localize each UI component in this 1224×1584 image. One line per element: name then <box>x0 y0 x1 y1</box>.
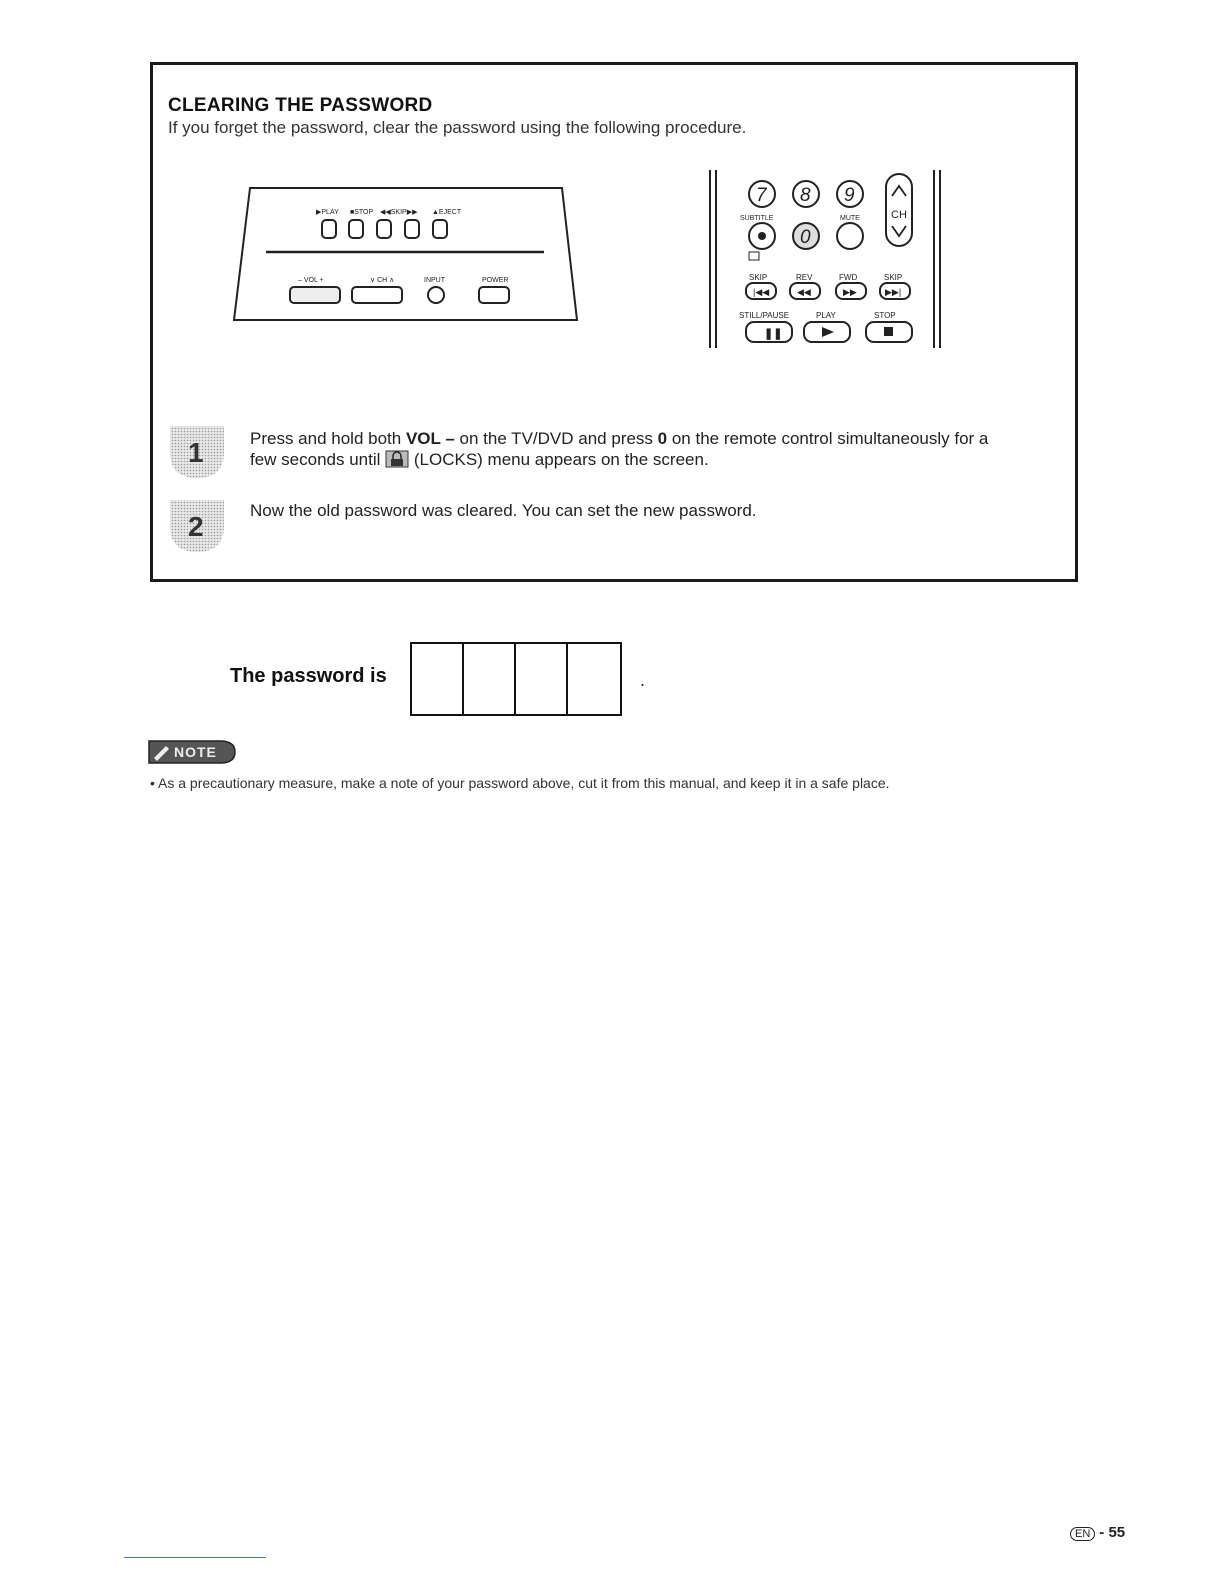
step-1-badge <box>168 424 226 480</box>
skip-back-icon: |◀◀ <box>753 287 770 297</box>
subtitle-dot-icon <box>758 232 766 240</box>
locks-icon <box>385 450 409 468</box>
panel-label-ch: ∨ CH ∧ <box>370 277 395 284</box>
password-period: . <box>640 670 646 690</box>
remote-ch-label: CH <box>891 209 907 221</box>
svg-text:7: 7 <box>756 185 767 206</box>
note-label: NOTE <box>174 744 217 760</box>
section-intro: If you forget the password, clear the password using the following procedure. <box>168 118 747 137</box>
skip-fwd-icon: ▶▶| <box>885 287 902 297</box>
password-cell <box>568 644 620 714</box>
panel-skip-fwd-button <box>405 220 419 238</box>
panel-ch-button <box>352 287 402 303</box>
remote-mute-button <box>837 223 863 249</box>
step-2-badge <box>168 498 226 554</box>
pause-icon: ❚❚ <box>764 328 783 340</box>
remote-label-still-pause: STILL/PAUSE <box>739 311 790 320</box>
subtitle-screen-icon <box>749 252 759 260</box>
remote-label-mute: MUTE <box>840 215 860 222</box>
panel-label-power: POWER <box>482 277 509 284</box>
note-text: • As a precautionary measure, make a note of your password above, cut it from this manual, and keep it in a safe place. <box>150 775 890 791</box>
fwd-icon: ▶▶ <box>843 287 857 297</box>
panel-label-vol: – VOL + <box>298 277 324 284</box>
remote-label-rev: REV <box>796 273 813 282</box>
footer-rule <box>124 1557 266 1558</box>
svg-text:8: 8 <box>800 185 811 206</box>
password-boxes <box>410 642 622 716</box>
panel-eject-button <box>433 220 447 238</box>
language-badge: EN <box>1070 1527 1095 1541</box>
panel-vol-button <box>290 287 340 303</box>
page-number: EN - 55 <box>1070 1524 1125 1541</box>
remote-label-play: PLAY <box>816 311 836 320</box>
panel-label-play: ▶PLAY <box>316 209 339 216</box>
step-1-text: Press and hold both VOL – on the TV/DVD and press 0 on the remote control simultaneously for a few seconds until (LOCKS) menu appears on the screen. <box>250 429 989 469</box>
section-title: CLEARING THE PASSWORD <box>168 95 433 116</box>
panel-label-skip: ◀◀SKIP▶▶ <box>380 209 418 216</box>
panel-input-button <box>428 287 444 303</box>
password-cell <box>464 644 516 714</box>
password-cell <box>516 644 568 714</box>
panel-label-stop: ■STOP <box>350 209 374 216</box>
remote-label-fwd: FWD <box>839 273 858 282</box>
panel-skip-back-button <box>377 220 391 238</box>
svg-text:9: 9 <box>844 185 855 206</box>
remote-label-skip-back: SKIP <box>749 273 768 282</box>
remote-label-stop: STOP <box>874 311 896 320</box>
note-badge <box>148 740 236 764</box>
svg-text:0: 0 <box>800 227 811 248</box>
panel-play-button <box>322 220 336 238</box>
password-cell <box>412 644 464 714</box>
remote-illustration <box>706 166 946 351</box>
step-1-number: 1 <box>188 437 204 468</box>
panel-power-button <box>479 287 509 303</box>
panel-label-eject: ▲EJECT <box>432 209 462 216</box>
remote-label-skip-fwd: SKIP <box>884 273 903 282</box>
password-label: The password is <box>230 665 387 687</box>
remote-label-subtitle: SUBTITLE <box>740 215 774 222</box>
rev-icon: ◀◀ <box>797 287 811 297</box>
stop-icon <box>884 327 893 336</box>
tv-panel-illustration <box>232 180 582 325</box>
step-2-text: Now the old password was cleared. You can set the new password. <box>250 501 757 520</box>
step-2-number: 2 <box>188 511 204 542</box>
panel-stop-button <box>349 220 363 238</box>
panel-label-input: INPUT <box>424 277 445 284</box>
